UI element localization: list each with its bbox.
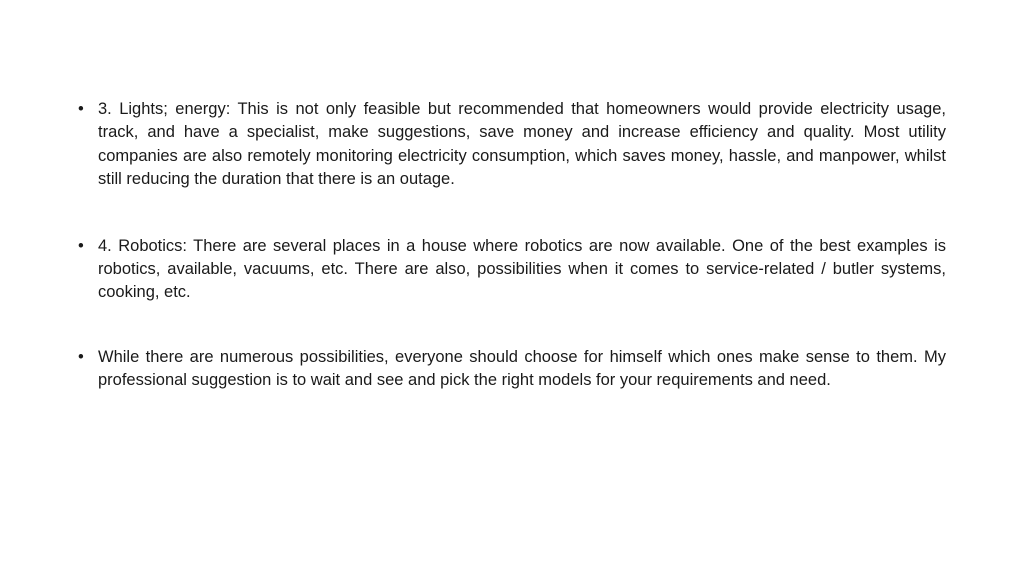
bullet-dot-icon: • <box>78 236 84 255</box>
bullet-dot-icon: • <box>78 347 84 366</box>
bullet-item-conclusion <box>76 346 946 393</box>
bullet-dot-icon: • <box>78 100 84 118</box>
bullet-list <box>76 98 946 393</box>
bullet-text: While there are numerous possibilities, everyone should choose for himself which ones make sense to them. My professional suggestion is to wait and see and pick the right models for your requirements and need. <box>98 347 946 390</box>
bullet-item-lights-energy <box>76 98 946 192</box>
bullet-text: 4. Robotics: There are several places in a house where robotics are now available. One of the best examples is robotics, available, vacuums, etc. There are also, possibilities when it comes to service-related / butler systems, cooking, etc. <box>98 236 946 302</box>
bullet-item-robotics <box>76 235 946 305</box>
bullet-text: 3. Lights; energy: This is not only feasible but recommended that homeowners would provide electricity usage, track, and have a specialist, make suggestions, save money and increase efficiency and quality. Most utility companies are also remotely monitoring electricity consumption, which saves money, hassle, and manpower, whilst still reducing the duration that there is an outage. <box>98 100 946 189</box>
